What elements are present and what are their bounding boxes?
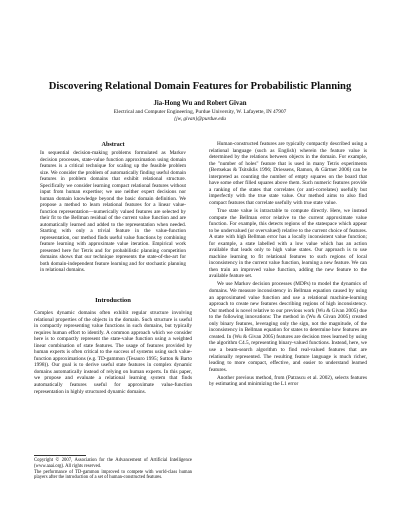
abstract-body <box>40 150 186 274</box>
abstract-heading: Abstract <box>101 141 125 148</box>
introduction-body <box>34 310 192 395</box>
author-affiliation <box>20 109 380 122</box>
right-paragraph: Another previous method, from (Patrascu et al. 2002), selects features by estimating and minimizing the L1 error <box>209 374 367 388</box>
paper-title: Discovering Relational Domain Features for Probabilistic Planning <box>48 81 352 92</box>
right-paragraph: True state value is intractable to compute directly. Here, we instead compute the Bellman error relative to the current approximate value function. For example, this detects regions of the statespace which appear to be undervalued (or overvalued) relative to the current choice of features. A state with high Bellman error has a locally inconsistent value function; for example, a state labelled with a low value which has an action available that leads only to high value states. Our approach is to use machine learning to fit relational features to such regions of local inconsistency in the current value function, learning a new feature. We can then train an improved value function, adding the new feature to the available feature set. <box>209 207 367 280</box>
introduction-heading: Introduction <box>95 297 131 304</box>
footnote-area <box>34 458 192 481</box>
author-email: {jw, givan}@purdue.edu <box>174 115 226 122</box>
right-paragraph: Human-constructed features are typically compactly described using a relational language (such as English) wherein the feature value is determined by the relations between objects in the domain. For example, the "number of holes" feature that is used in many Tetris experiments (Bertsekas & Tsitsiklis 1996; Driessens, Ramon, & Gärtner 2006) can be interpreted as counting the number of empty squares on the board that have some other filled squares above them. Such numeric features provide a ranking of the states that correlates (or anti-correlates) usefully but imperfectly with the true state value. Our method aims to also find compact features that correlate usefully with true state value. <box>209 141 367 206</box>
abstract-text: In sequential decision-making problems formulated as Markov decision processes, state-value function approximation using domain features is a critical technique for scaling up the feasible problem size. We consider the problem of automatically finding useful domain features in problem domains that exhibit relational structure. Specifically we consider learning compact relational features without input from human expertise; we use neither expert decisions nor human domain knowledge beyond the basic domain definition. We propose a method to learn relational features for a linear value-function representation—numerically valued features are selected by their fit to the Bellman residual of the current value function and are automatically learned and added to the representation when needed. Starting with only a trivial feature in the value-function representation, our method finds useful value functions by combining feature learning with approximate value iteration. Empirical work presented here for Tetris and for probabilistic planning competition domains shows that our technique represents the state-of-the-art for both domain-independent feature learning and for stochastic planning in relational domains. <box>40 150 186 273</box>
right-column <box>209 141 367 388</box>
copyright-notice: Copyright © 2007, Association for the Advancement of Artificial Intelligence (www.aaai.org). All rights reserved. <box>34 458 192 469</box>
introduction-paragraph: Complex dynamic domains often exhibit regular structure involving relational properties of the objects in the domain. Such structure is useful in compactly representing value functions in such domains, but typically requires human effort to identify. A common approach which we consider here is to compactly represent the state-value function using a weighted linear combination of state features. The usage of features provided by human experts is often critical to the success of systems using such value-function approximations (e.g. TD-gammon (Tesauro 1995; Sutton & Barto 1998)). Our goal is to derive useful state features in complex dynamic domains automatically instead of relying on human experts. In this paper, we propose and evaluate a relational learning system that finds automatically features useful for approximate value-function representation in highly structured dynamic domains. <box>34 310 192 395</box>
footnote-text: The performance of TD-gammon improved to compete with world-class human players after the introduction of a set of human-constructed features. <box>34 469 192 481</box>
right-paragraph: We use Markov decision processes (MDPs) to model the dynamics of domains. We measure inconsistency in Bellman equation caused by using an approximated value function and use a relational machine-learning approach to create new features describing regions of high inconsistency. Our method is novel relative to our previous work (Wu & Givan 2005) due to the following innovations: The method in (Wu & Givan 2005) created only binary features, leveraging only the sign, not the magnitude, of the inconsistency in Bellman equation for states to determine how features are created. In (Wu & Givan 2005) features are decision trees learned by using the algorithm C4.5, representing binary-valued functions. Instead, here, we use a beam-search algorithm to find real-valued features that are relationally represented. The resulting feature language is much richer, leading to more compact, effective, and easier to understand learned features. <box>209 281 367 373</box>
paper-authors: Jia-Hong Wu and Robert Givan <box>153 100 247 107</box>
affiliation-text: Electrical and Computer Engineering, Purdue University, W. Lafayette, IN 47907 <box>113 109 287 115</box>
footnote-rule <box>34 455 86 456</box>
